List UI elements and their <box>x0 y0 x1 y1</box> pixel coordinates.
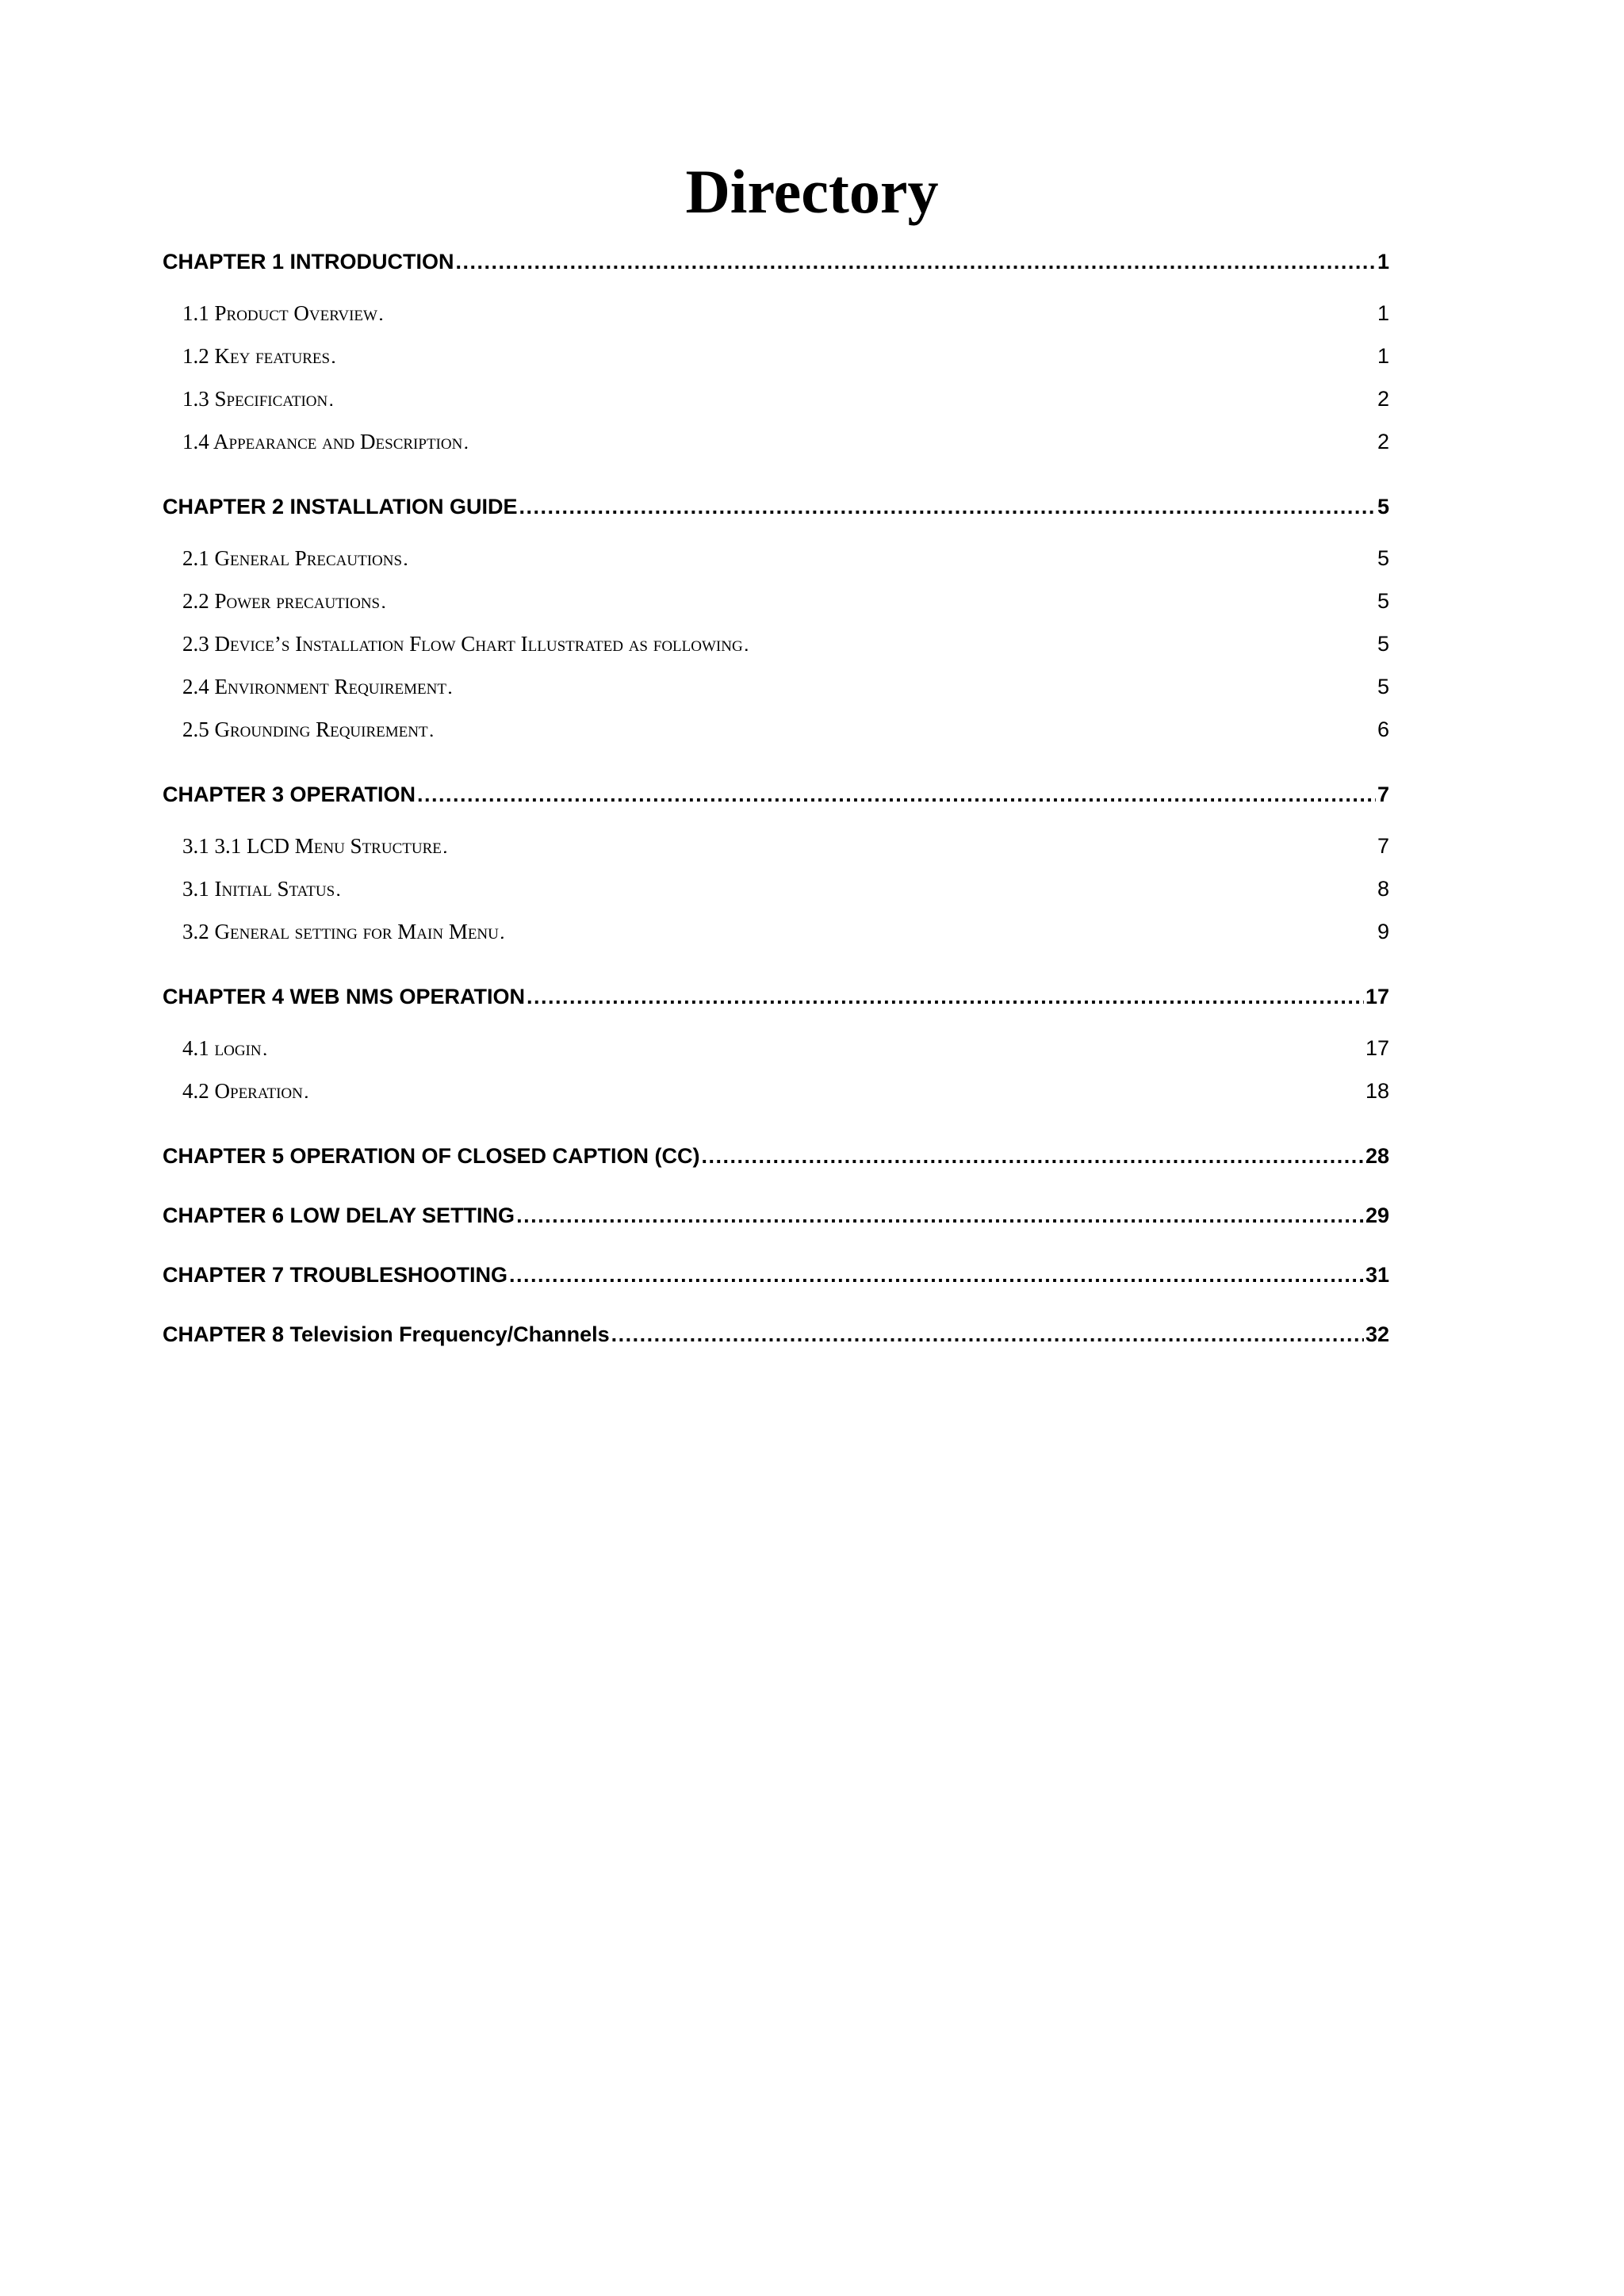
toc-entry-label: 1.2 Key features <box>182 344 331 368</box>
toc-entry-label: CHAPTER 8 Television Frequency/Channels <box>163 1322 610 1346</box>
toc-entry-label: 2.2 Power precautions <box>182 589 381 613</box>
toc-leader-dots <box>430 708 1376 751</box>
toc-leader-dots <box>464 420 1376 463</box>
toc-page-number: 32 <box>1365 1322 1389 1346</box>
toc-page-number: 5 <box>1377 546 1389 570</box>
toc-page-number: 5 <box>1377 495 1389 519</box>
toc-page-number: 5 <box>1377 589 1389 613</box>
toc-entry-label: 1.4 Appearance and Description <box>182 430 463 453</box>
toc-entry-label: 2.3 Device’s Installation Flow Chart Illustrated as following <box>182 632 743 656</box>
toc-leader-dots <box>379 292 1376 335</box>
toc-entry-label: 2.4 Environment Requirement <box>182 675 446 698</box>
toc-page-number: 28 <box>1365 1144 1389 1168</box>
toc-entry-label: 1.3 Specification <box>182 387 328 411</box>
toc-entry-label: CHAPTER 7 TROUBLESHOOTING <box>163 1263 508 1287</box>
toc-section-entry[interactable] <box>163 537 1389 580</box>
toc-leader-dots <box>329 377 1376 420</box>
toc-page-number: 7 <box>1377 783 1389 806</box>
toc-entry-label: 4.1 login <box>182 1036 262 1060</box>
toc-chapter-entry[interactable] <box>163 1259 1389 1291</box>
toc-leader-dots <box>745 622 1376 665</box>
toc-section-entry[interactable] <box>163 335 1389 377</box>
toc-section-entry[interactable] <box>163 665 1389 708</box>
toc-chapter-entry[interactable] <box>163 1200 1389 1231</box>
toc-leader-dots <box>611 1318 1364 1350</box>
toc-entry-label: 2.1 General Precautions <box>182 546 403 570</box>
toc-page-number: 1 <box>1377 344 1389 368</box>
toc-leader-dots <box>381 580 1376 622</box>
toc-leader-dots <box>304 1070 1364 1112</box>
toc-page-number: 5 <box>1377 632 1389 656</box>
page-title: Directory <box>685 157 939 226</box>
toc-chapter-entry[interactable] <box>163 779 1389 810</box>
toc-section-entry[interactable] <box>163 377 1389 420</box>
toc-leader-dots <box>443 825 1376 867</box>
toc-section-entry[interactable] <box>163 825 1389 867</box>
toc-section-entry[interactable] <box>163 420 1389 463</box>
toc-entry-label: 3.1 Initial Status <box>182 877 335 901</box>
toc-page-number: 1 <box>1377 250 1389 274</box>
toc-chapter-entry[interactable] <box>163 981 1389 1012</box>
toc-leader-dots <box>336 867 1376 910</box>
toc-section-entry[interactable] <box>163 708 1389 751</box>
toc-leader-dots <box>263 1027 1364 1070</box>
toc-entry-label: 2.5 Grounding Requirement <box>182 718 428 741</box>
toc-page-number: 17 <box>1365 1036 1389 1060</box>
toc-chapter-entry[interactable] <box>163 491 1389 522</box>
toc-leader-dots <box>509 1259 1364 1291</box>
toc-leader-dots <box>448 665 1376 708</box>
toc-entry-label: CHAPTER 3 OPERATION <box>163 783 416 806</box>
toc-section-entry[interactable] <box>163 580 1389 622</box>
toc-page-number: 18 <box>1365 1079 1389 1103</box>
toc-page-number: 2 <box>1377 387 1389 411</box>
toc-entry-label: CHAPTER 5 OPERATION OF CLOSED CAPTION (CC) <box>163 1144 700 1168</box>
toc-page-number: 6 <box>1377 718 1389 741</box>
toc-entry-label: CHAPTER 6 LOW DELAY SETTING <box>163 1203 515 1227</box>
toc-leader-dots <box>702 1140 1364 1172</box>
toc-entry-label: 4.2 Operation <box>182 1079 303 1103</box>
toc-page-number: 1 <box>1377 301 1389 325</box>
toc-chapter-entry[interactable] <box>163 1318 1389 1350</box>
toc-leader-dots <box>519 491 1376 522</box>
toc-page-number: 7 <box>1377 834 1389 858</box>
toc-leader-dots <box>331 335 1376 377</box>
toc-page-number: 5 <box>1377 675 1389 698</box>
toc-leader-dots <box>417 779 1376 810</box>
toc-leader-dots <box>500 910 1376 953</box>
toc-page-number: 31 <box>1365 1263 1389 1287</box>
toc-page-number: 29 <box>1365 1203 1389 1227</box>
toc-page-number: 17 <box>1365 985 1389 1008</box>
toc-section-entry[interactable] <box>163 292 1389 335</box>
toc-entry-label: 1.1 Product Overview <box>182 301 377 325</box>
toc-leader-dots <box>527 981 1364 1012</box>
toc-entry-label: CHAPTER 1 INTRODUCTION <box>163 250 454 274</box>
toc-chapter-entry[interactable] <box>163 246 1389 277</box>
toc-page-number: 2 <box>1377 430 1389 453</box>
table-of-contents <box>163 246 1389 1350</box>
toc-entry-label: CHAPTER 2 INSTALLATION GUIDE <box>163 495 518 519</box>
toc-section-entry[interactable] <box>163 910 1389 953</box>
toc-leader-dots <box>456 246 1376 277</box>
toc-section-entry[interactable] <box>163 622 1389 665</box>
toc-leader-dots <box>516 1200 1364 1231</box>
toc-entry-label: 3.1 3.1 LCD Menu Structure <box>182 834 442 858</box>
toc-entry-label: CHAPTER 4 WEB NMS OPERATION <box>163 985 526 1008</box>
toc-page-number: 9 <box>1377 920 1389 943</box>
toc-chapter-entry[interactable] <box>163 1140 1389 1172</box>
toc-leader-dots <box>404 537 1376 580</box>
toc-page-number: 8 <box>1377 877 1389 901</box>
toc-section-entry[interactable] <box>163 1070 1389 1112</box>
toc-section-entry[interactable] <box>163 1027 1389 1070</box>
toc-entry-label: 3.2 General setting for Main Menu <box>182 920 499 943</box>
toc-section-entry[interactable] <box>163 867 1389 910</box>
